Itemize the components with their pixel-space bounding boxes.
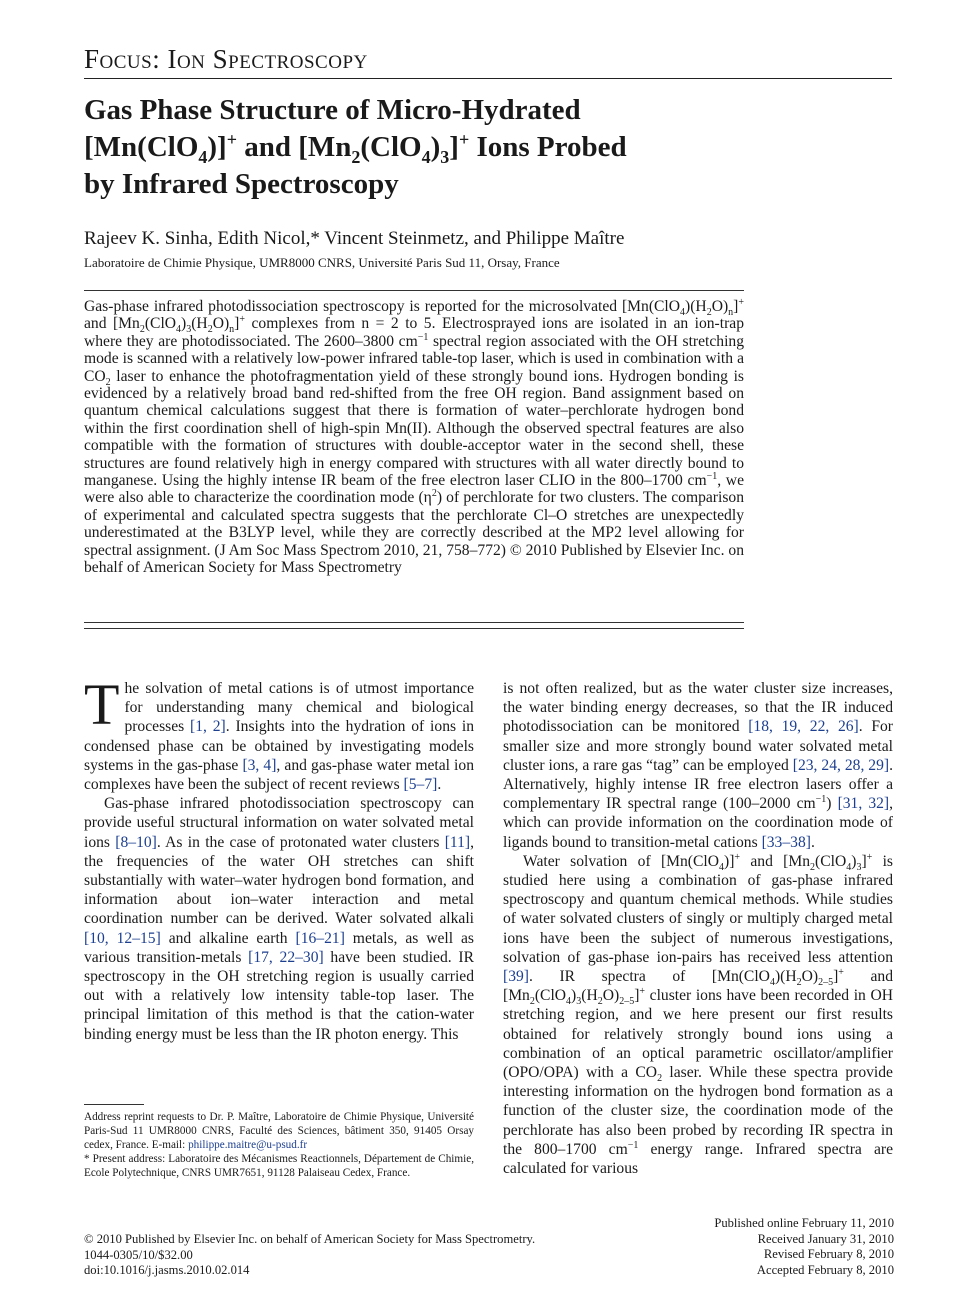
received-date: Received January 31, 2010 — [757, 1231, 894, 1246]
citation-link[interactable]: [3, 4] — [242, 756, 277, 774]
body-column-left — [84, 672, 475, 1044]
paragraph: Gas-phase infrared photodissociation spectroscopy can provide useful structural information on water solvated metal ions [8–10]. As in the case of protonated water clusters [11], the frequencies of the water OH stretches can shift substantially with water–water hydrogen bond formation, and information about ion–water interaction and metal coordination number can be derived. Water solvated alkali [10, 12–15] and alkaline earth [16–21] metals, as well as various transition-metals [17, 22–30] have been studied. IR spectroscopy in the OH stretching region is usually carried out with a relatively low intensity table-top laser. The principal limitation of this method is that the cation-water binding energy must be less than the IR photon energy. This — [84, 795, 474, 1043]
published-online-date: Published online February 11, 2010 — [714, 1216, 894, 1230]
abstract: Gas-phase infrared photodissociation spectroscopy is reported for the microsolvated $[Mn(ClO_4)(H_2O)_n]^+$ and $[Mn_2(ClO_4)_3(H_2O)_n]^+$ complexes from n = 2 to 5. Electrosprayed ions are isolated in an ion-trap where they are photodissociated. The 2600–3800 $cm^{-1}$ spectral region associated with the OH stretching mode is scanned with a relatively low-power infrared table-top laser, which is used in combination with a $CO_2$ laser to enhance the photofragmentation yield of these strongly bound ions. Hydrogen bonding is evidenced by a relatively broad band red-shifted from the free OH region. Band assignment based on quantum chemical calculations suggest that there is formation of water–perchlorate hydrogen bond within the first coordination shell of high-spin Mn(II). Although the observed spectral features are also compatible with the formation of structures with double-acceptor water in the second shell, these structures are found relatively high in energy compared with structures with all water directly bound to manganese. Using the highly intense IR beam of the free electron laser CLIO in the 800–1700 $cm^{-1}$, we were also able to characterize the coordination mode $(\eta^2)$ of perchlorate for two clusters. The comparison of experimental and calculated spectra suggests that the perchlorate Cl–O stretches are unexpectedly underestimated at the B3LYP level, while they are correctly described at the MP2 level allowing for spectral assignment. (J Am Soc Mass Spectrom 2010, 21, 758–772) © 2010 Published by Elsevier Inc. on behalf of American Society for Mass Spectrometry — [84, 296, 744, 577]
footer-publication-info — [84, 1232, 535, 1279]
doi-line: doi:10.1016/j.jasms.2010.02.014 — [84, 1263, 250, 1277]
paragraph: is not often realized, but as the water cluster size increases, the water binding energy decreases, so that the IR induced photodissociation can be monitored [18, 19, 22, 26]. For smaller size and more strongly bound water solvated metal cluster ions, a rare gas “tag” can be employed [23, 24, 28, 29]. Alternatively, highly intense IR free electron lasers offer a complementary IR spectral range (100–2000 $cm^{-1}$) [31, 32], which can provide information on the coordination mode of ligands bound to transition-metal cations [33–38]. — [503, 680, 894, 851]
drop-cap: T — [84, 672, 120, 737]
citation-link[interactable]: [31, 32] — [837, 795, 890, 813]
citation-link[interactable]: [16–21] — [295, 929, 345, 947]
citation-link[interactable]: [39] — [503, 968, 529, 986]
footnote-rule — [84, 1104, 144, 1105]
title-line-2: [Mn(ClO$_4$)]+ and $[Mn_2(ClO_4)_3]^+$ Ions Probed — [84, 129, 627, 167]
footer-dates — [600, 1216, 894, 1278]
footnote-correspondence: Address reprint requests to Dr. P. Maître, Laboratoire de Chimie Physique, Université Paris-Sud 11 UMR8000 CNRS, Faculté des Sciences, bâtiment 350, 91405 Orsay cedex, France. E-mail: philippe.maitre@u-psud.fr — [84, 1111, 474, 1151]
citation-link[interactable]: [5–7] — [403, 776, 438, 794]
citation-link[interactable]: [18, 19, 22, 26] — [748, 718, 859, 736]
title-line-1: Gas Phase Structure of Micro-Hydrated — [84, 94, 581, 126]
abstract-rule-bottom-double — [84, 628, 744, 629]
body-column-right — [503, 679, 893, 1178]
email-link[interactable]: philippe.maitre@u-psud.fr — [188, 1139, 308, 1151]
citation-link[interactable]: [1, 2] — [190, 718, 226, 736]
accepted-date: Accepted February 8, 2010 — [756, 1262, 894, 1277]
citation-link[interactable]: [10, 12–15] — [84, 929, 161, 947]
citation-link[interactable]: [11] — [444, 833, 471, 851]
abstract-rule-bottom — [84, 622, 744, 623]
copyright-line: © 2010 Published by Elsevier Inc. on behalf of American Society for Mass Spectrometry. — [84, 1232, 536, 1246]
citation-link[interactable]: [23, 24, 28, 29] — [792, 756, 890, 774]
citation-link[interactable]: [17, 22–30] — [248, 948, 324, 966]
issn-line: 1044-0305/10/$32.00 — [84, 1247, 193, 1262]
paragraph: The solvation of metal cations is of utmost importance for understanding many chemical and biological processes [1, 2]. Insights into the hydration of ions in condensed phase can be obtained by investigating models systems in the gas-phase [3, 4], and gas-phase water metal ion complexes have been the subject of recent reviews [5–7]. — [84, 672, 475, 794]
affiliation: Laboratoire de Chimie Physique, UMR8000 CNRS, Université Paris Sud 11, Orsay, France — [84, 255, 560, 270]
author-list: Rajeev K. Sinha, Edith Nicol,* Vincent Steinmetz, and Philippe Maître — [84, 228, 625, 249]
citation-link[interactable]: [8–10] — [115, 833, 157, 851]
paragraph: Water solvation of [Mn(ClO$_4$)]+ and $[Mn_2(ClO_4)_3]^+$ is studied here using a combination of gas-phase infrared spectroscopy and quantum chemical methods. While studies of water solvated clusters of singly or multiply charged metal ions have been the subject of numerous investigations, solvation of gas-phase ion-pairs has received less attention [39]. IR spectra of $[Mn(ClO_4)(H_2O)_{2-5}]^+$ and $[Mn_2(ClO_4)_3(H_2O)_{2-5}]^+$ cluster ions have been recorded in OH stretching region, and we here present our first results obtained for relatively strongly bound ions using a combination of an optical parametric oscillator/amplifier (OPO/OPA) with a $CO_2$ laser. While these spectra provide interesting information on the hydrogen bond formation as a function of the cluster size, the coordination mode of the perchlorate has also been probed by recording IR spectra in the 800–1700 $cm^{-1}$ energy range. Infrared spectra are calculated for various — [503, 851, 894, 1178]
footnote-present-address: * Present address: Laboratoire des Mécanismes Reactionnels, Département de Chimie, Ecole Polytechnique, CNRS UMR7651, 91128 Palaiseau Cedex, France. — [84, 1153, 474, 1179]
footnotes — [84, 1110, 474, 1180]
citation-link[interactable]: [33–38] — [761, 833, 811, 851]
header-rule — [84, 78, 892, 79]
section-label: Focus: Ion Spectroscopy — [84, 44, 368, 74]
paper-title — [84, 92, 824, 203]
abstract-rule-top — [84, 290, 744, 291]
title-line-3: by Infrared Spectroscopy — [84, 168, 399, 200]
revised-date: Revised February 8, 2010 — [763, 1247, 894, 1261]
